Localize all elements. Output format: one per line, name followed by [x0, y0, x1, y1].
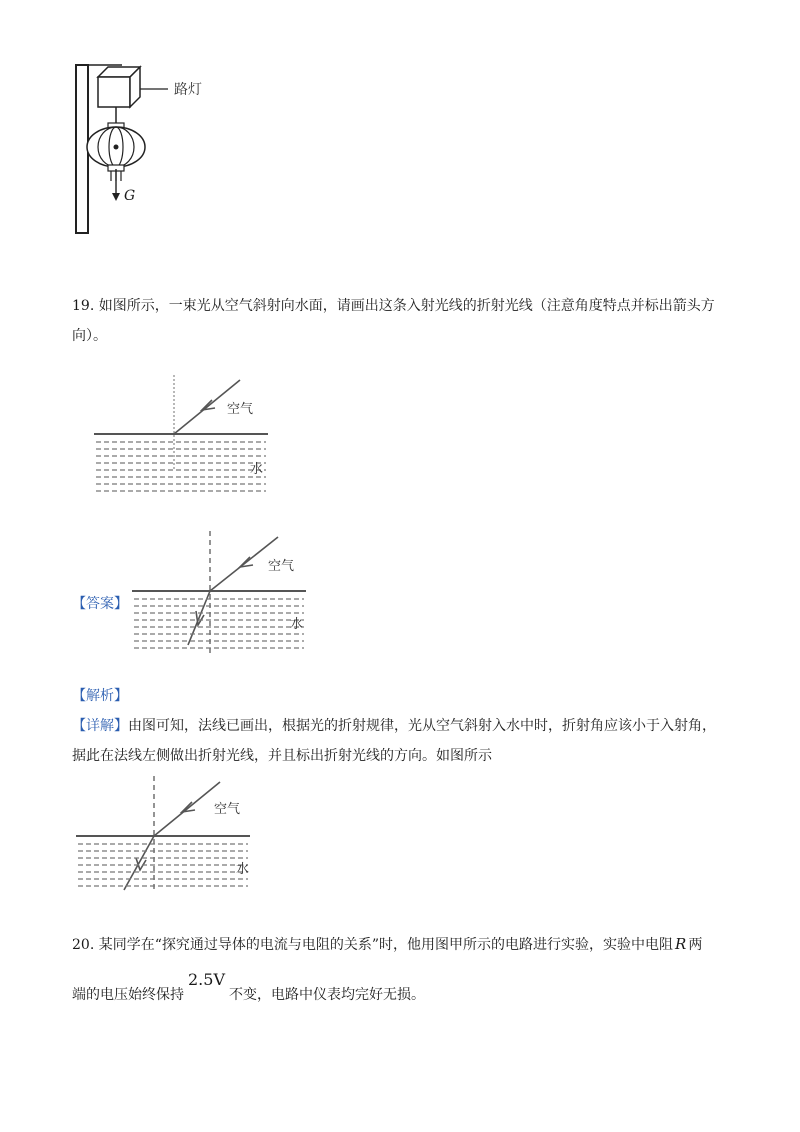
figure-q19-refraction	[90, 370, 290, 500]
weight-label: G	[124, 188, 136, 204]
answer-air-label: 空气	[268, 559, 295, 574]
lamp-label: 路灯	[174, 82, 202, 98]
answer-tag: 【答案】	[72, 596, 128, 612]
analysis-tag: 【解析】	[72, 688, 128, 704]
q20-text-1b: 两	[688, 937, 703, 953]
q19-line2: 向）。	[72, 328, 107, 344]
q20-line1	[72, 934, 702, 955]
answer-water-label: 水	[290, 617, 304, 632]
analysis-water-label: 水	[236, 862, 250, 877]
q20-var-R: R	[675, 935, 687, 953]
q20-text-1a: 20. 某同学在“探究通过导体的电流与电阻的关系”时，他用图甲所示的电路进行实验，实验中电阻	[72, 937, 674, 953]
q19-water-label: 水	[250, 462, 264, 477]
detail-tag: 【详解】	[72, 718, 128, 734]
analysis-text-1: 由图可知，法线已画出，根据光的折射规律，光从空气斜射入水中时，折射角应该小于入射角，	[128, 718, 716, 734]
q20-text-2b: 不变，电路中仪表均完好无损。	[229, 987, 425, 1003]
figure-street-lamp	[60, 55, 260, 240]
figure-answer-refraction	[130, 527, 330, 662]
q20-text-2a: 端的电压始终保持	[72, 987, 184, 1003]
analysis-diagram	[74, 772, 274, 897]
q19-air-label: 空气	[227, 402, 254, 417]
analysis-line1	[72, 716, 716, 736]
analysis-line2: 据此在法线左侧做出折射光线，并且标出折射光线的方向。如图所示	[72, 748, 492, 764]
q19-diagram	[90, 370, 290, 500]
figure-analysis-refraction	[74, 772, 274, 897]
q20-line2	[72, 970, 425, 1005]
street-lamp-drawing	[60, 55, 260, 240]
q19-line1: 19. 如图所示，一束光从空气斜射向水面，请画出这条入射光线的折射光线（注意角度特点并标出箭头方	[72, 298, 715, 314]
analysis-air-label: 空气	[214, 802, 241, 817]
answer-diagram	[130, 527, 330, 662]
q20-voltage: 2.5V	[188, 970, 225, 989]
